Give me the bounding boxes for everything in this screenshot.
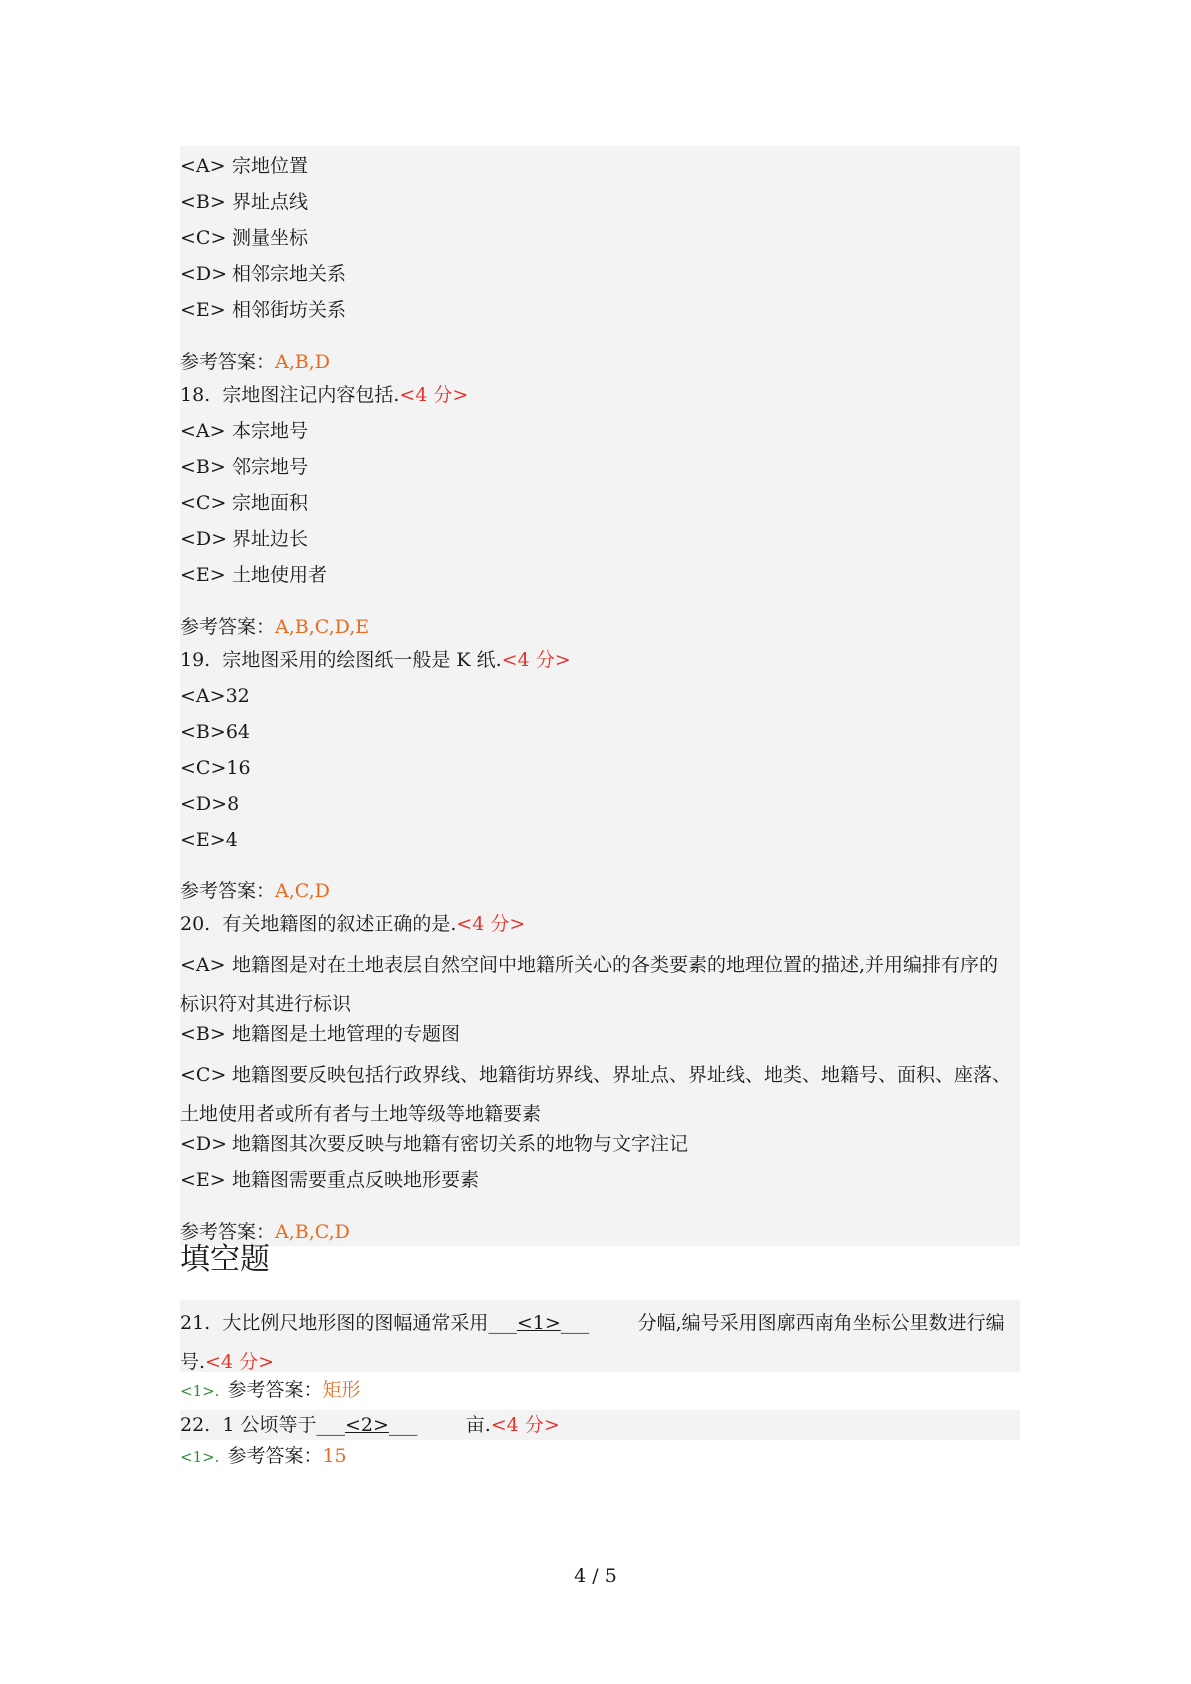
option-row: <A>32 [180, 685, 250, 707]
question-row: 20. 有关地籍图的叙述正确的是.<4 分> [180, 913, 526, 935]
answer-value: A,B,C,D,E [275, 616, 370, 638]
points-badge: <4 分> [501, 649, 571, 671]
answer-value: A,B,C,D [275, 1221, 350, 1243]
option-row: <C> 宗地面积 [180, 492, 309, 514]
question-row: 22. 1 公顷等于___<2>___ 亩.<4 分> [180, 1411, 560, 1439]
section-title: 填空题 [180, 1242, 270, 1277]
answer-row: <1>. 参考答案：矩形 [180, 1379, 361, 1401]
answer-row: <1>. 参考答案：15 [180, 1445, 347, 1467]
option-row: <A> 本宗地号 [180, 420, 309, 442]
answer-value: A,B,D [275, 351, 331, 373]
option-row: <B> 界址点线 [180, 191, 309, 213]
answer-row: 参考答案：A,B,C,D,E [180, 616, 370, 638]
page-number: 4 / 5 [574, 1565, 617, 1587]
option-row: <C>16 [180, 757, 251, 779]
option-row: <B> 邻宗地号 [180, 456, 309, 478]
option-row: <B>64 [180, 721, 250, 743]
option-row: <E> 土地使用者 [180, 564, 328, 586]
blank-marker: <1>. [180, 1448, 220, 1466]
option-row: <E> 相邻街坊关系 [180, 299, 347, 321]
answer-value: A,C,D [275, 880, 330, 902]
option-row: <C> 测量坐标 [180, 227, 309, 249]
question-row: 18. 宗地图注记内容包括.<4 分> [180, 384, 469, 406]
blank-marker: <1>. [180, 1382, 220, 1400]
option-row: <E> 地籍图需要重点反映地形要素 [180, 1169, 480, 1191]
points-badge: <4 分> [399, 384, 469, 406]
option-row: <E>4 [180, 829, 238, 851]
blank-field[interactable]: ___<2>___ [316, 1414, 466, 1436]
points-badge: <4 分> [205, 1351, 275, 1373]
option-row: <D> 地籍图其次要反映与地籍有密切关系的地物与文字注记 [180, 1133, 689, 1155]
answer-value: 15 [322, 1445, 347, 1467]
question-row: 19. 宗地图采用的绘图纸一般是 K 纸.<4 分> [180, 649, 571, 671]
option-row: <C> 地籍图要反映包括行政界线、地籍街坊界线、界址点、界址线、地类、地籍号、面积、座落、土地使用者或所有者与土地等级等地籍要素 [180, 1064, 1012, 1125]
answer-row: 参考答案：A,B,C,D [180, 1221, 350, 1243]
question-row: 21. 大比例尺地形图的图幅通常采用___<1>___ 分幅,编号采用图廓西南角坐标公里数进行编号.<4 分> [180, 1304, 1015, 1382]
blank-field[interactable]: ___<1>___ [488, 1312, 638, 1334]
option-row: <D> 界址边长 [180, 528, 309, 550]
option-row: <D> 相邻宗地关系 [180, 263, 347, 285]
option-row: <B> 地籍图是土地管理的专题图 [180, 1023, 461, 1045]
answer-row: 参考答案：A,C,D [180, 880, 330, 902]
answer-value: 矩形 [322, 1379, 361, 1401]
option-row: <D>8 [180, 793, 240, 815]
option-row: <A> 地籍图是对在土地表层自然空间中地籍所关心的各类要素的地理位置的描述,并用编排有序的标识符对其进行标识 [180, 954, 999, 1015]
points-badge: <4 分> [456, 913, 526, 935]
option-row: <A> 宗地位置 [180, 155, 309, 177]
answer-row: 参考答案：A,B,D [180, 351, 331, 373]
points-badge: <4 分> [490, 1414, 560, 1436]
